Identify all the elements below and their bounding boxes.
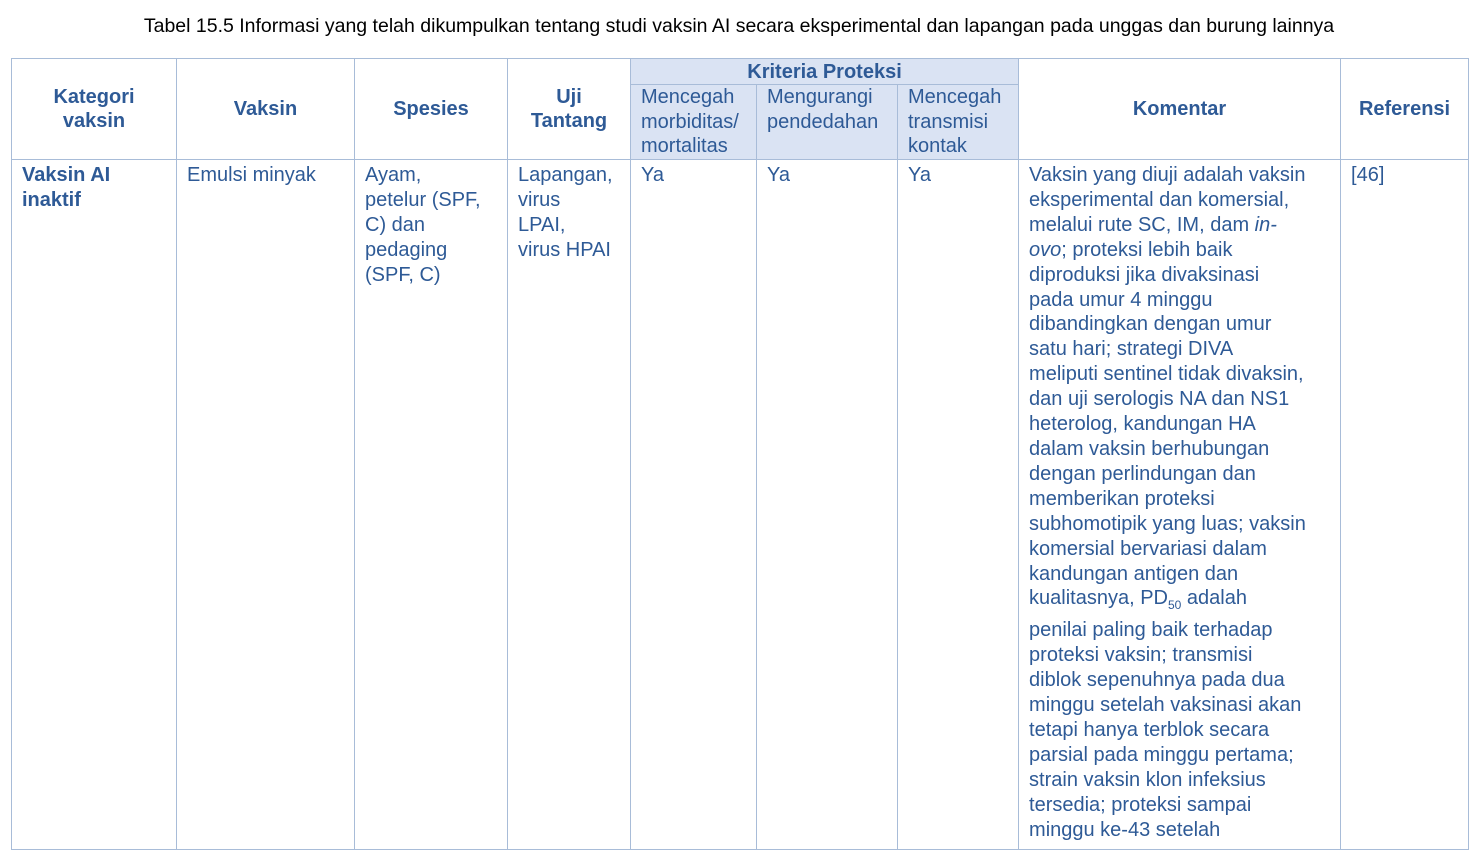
cell-vaksin: Emulsi minyak bbox=[177, 160, 355, 850]
comment-line: parsial pada minggu pertama; bbox=[1029, 743, 1294, 766]
comment-italic: in- bbox=[1254, 213, 1277, 236]
header-uji-tantang bbox=[508, 59, 631, 160]
cell-kategori bbox=[12, 160, 177, 850]
header-kategori-line2: vaksin bbox=[62, 110, 126, 132]
comment-line: minggu setelah vaksinasi akan bbox=[1029, 694, 1302, 717]
header-uji-line1: Uji bbox=[556, 86, 582, 108]
comment-line: diblok sepenuhnya pada dua bbox=[1029, 669, 1285, 692]
comment-line: pada umur 4 minggu bbox=[1029, 288, 1213, 311]
cell-komentar bbox=[1019, 160, 1341, 850]
cell-mengurangi-pendedahan: Ya bbox=[757, 160, 898, 850]
cell-line: LPAI, bbox=[518, 213, 566, 236]
comment-subscript: 50 bbox=[1168, 598, 1182, 613]
cell-referensi: [46] bbox=[1341, 160, 1469, 850]
comment-line: komersial bervariasi dalam bbox=[1029, 537, 1267, 560]
header-mencegah-transmisi bbox=[898, 85, 1019, 160]
comment-line: eksperimental dan komersial, bbox=[1029, 188, 1290, 211]
comment-line: diproduksi jika divaksinasi bbox=[1029, 263, 1260, 286]
comment-line: strain vaksin klon infeksius bbox=[1029, 768, 1266, 791]
comment-line: ; proteksi lebih baik bbox=[1061, 238, 1233, 261]
header-kategori-line1: Kategori bbox=[53, 86, 135, 108]
header-komentar: Komentar bbox=[1019, 59, 1341, 160]
sub-header-line: Mencegah bbox=[641, 86, 735, 108]
comment-line: subhomotipik yang luas; vaksin bbox=[1029, 512, 1306, 535]
comment-line: melalui rute SC, IM, dam bbox=[1029, 213, 1255, 236]
header-referensi: Referensi bbox=[1341, 59, 1469, 160]
header-vaksin: Vaksin bbox=[177, 59, 355, 160]
comment-line: dengan perlindungan dan bbox=[1029, 462, 1256, 485]
vaccine-table bbox=[11, 58, 1469, 850]
sub-header-line: Mengurangi bbox=[767, 86, 873, 108]
sub-header-line: Mencegah bbox=[908, 86, 1002, 108]
comment-line: Vaksin yang diuji adalah vaksin bbox=[1029, 164, 1306, 186]
cell-line: Lapangan, bbox=[518, 164, 613, 186]
comment-line: satu hari; strategi DIVA bbox=[1029, 338, 1234, 361]
sub-header-line: mortalitas bbox=[641, 135, 728, 157]
cell-line: (SPF, C) bbox=[365, 263, 441, 286]
cell-line: inaktif bbox=[22, 188, 81, 211]
comment-line: kualitasnya, PD bbox=[1029, 587, 1168, 610]
comment-line: kandungan antigen dan bbox=[1029, 562, 1239, 585]
comment-line: tersedia; proteksi sampai bbox=[1029, 793, 1252, 816]
header-mencegah-morbiditas bbox=[631, 85, 757, 160]
comment-italic: ovo bbox=[1029, 238, 1062, 261]
cell-line: virus HPAI bbox=[518, 238, 611, 261]
cell-line: petelur (SPF, bbox=[365, 188, 481, 211]
sub-header-line: kontak bbox=[908, 135, 967, 157]
comment-line: dan uji serologis NA dan NS1 bbox=[1029, 388, 1290, 411]
cell-line: virus bbox=[518, 188, 561, 211]
sub-header-line: transmisi bbox=[908, 110, 989, 133]
comment-line: penilai paling baik terhadap bbox=[1029, 619, 1273, 642]
cell-mencegah-transmisi: Ya bbox=[898, 160, 1019, 850]
header-uji-line2: Tantang bbox=[530, 110, 608, 132]
cell-line: C) dan bbox=[365, 213, 426, 236]
sub-header-line: pendedahan bbox=[767, 110, 879, 133]
header-kategori-vaksin bbox=[12, 59, 177, 160]
cell-line: Ayam, bbox=[365, 164, 422, 186]
table-row bbox=[12, 160, 1469, 850]
comment-line: minggu ke-43 setelah bbox=[1029, 818, 1221, 841]
comment-line: heterolog, kandungan HA bbox=[1029, 413, 1256, 436]
comment-line: tetapi hanya terblok secara bbox=[1029, 718, 1270, 741]
comment-line: adalah bbox=[1181, 587, 1247, 610]
comment-line: dalam vaksin berhubungan bbox=[1029, 437, 1270, 460]
sub-header-line: morbiditas/ bbox=[641, 110, 739, 133]
cell-line: pedaging bbox=[365, 238, 448, 261]
cell-line: Vaksin AI bbox=[22, 164, 111, 186]
comment-line: proteksi vaksin; transmisi bbox=[1029, 644, 1253, 667]
table-caption: Tabel 15.5 Informasi yang telah dikumpulkan tentang studi vaksin AI secara eksperimental dan lapangan pada unggas dan burung lainnya bbox=[143, 15, 1335, 37]
header-mengurangi-pendedahan bbox=[757, 85, 898, 160]
header-spesies: Spesies bbox=[355, 59, 508, 160]
cell-uji-tantang bbox=[508, 160, 631, 850]
cell-mencegah-morbiditas: Ya bbox=[631, 160, 757, 850]
cell-spesies bbox=[355, 160, 508, 850]
comment-line: memberikan proteksi bbox=[1029, 487, 1215, 510]
comment-line: meliputi sentinel tidak divaksin, bbox=[1029, 363, 1304, 386]
header-kriteria-proteksi: Kriteria Proteksi bbox=[631, 59, 1019, 85]
comment-line: dibandingkan dengan umur bbox=[1029, 313, 1272, 336]
